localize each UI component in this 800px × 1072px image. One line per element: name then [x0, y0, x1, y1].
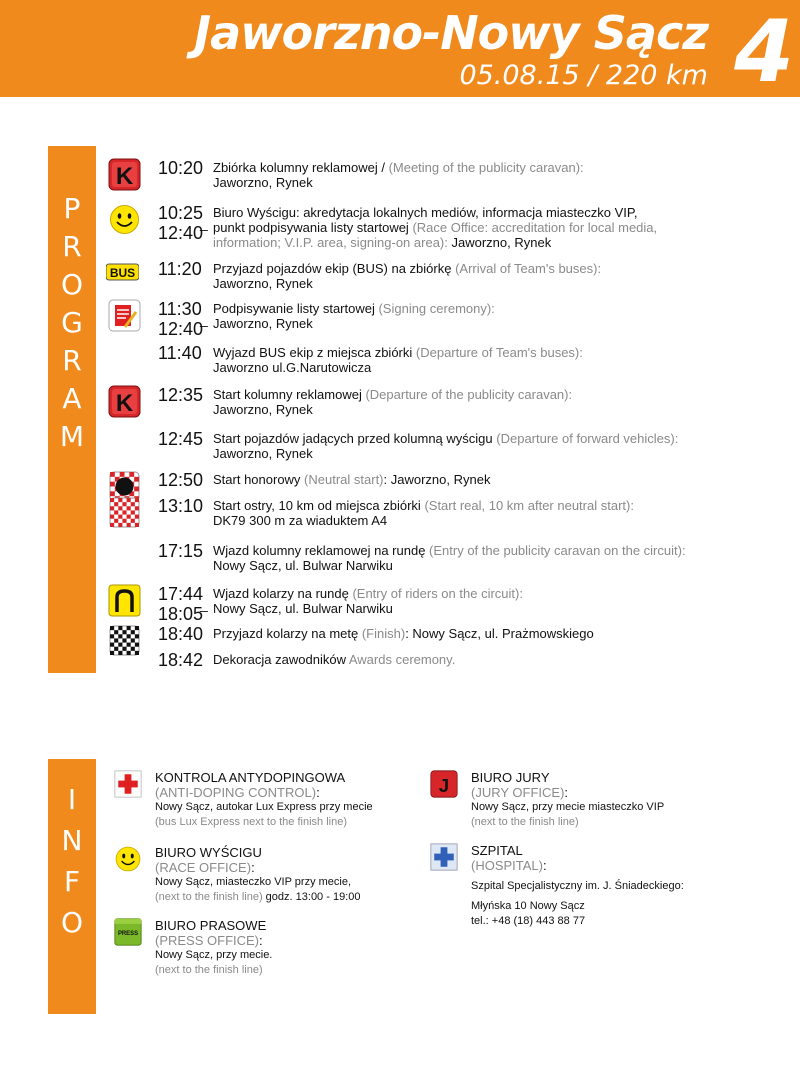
program-row-icon-wrap	[108, 203, 141, 236]
time-end: 12:40	[158, 319, 204, 339]
time-start: 12:35	[158, 385, 204, 405]
svg-text:BUS: BUS	[109, 266, 136, 280]
info-body	[155, 948, 415, 978]
info-icon-wrap	[430, 770, 458, 798]
program-description	[213, 205, 798, 250]
program-description	[213, 387, 798, 417]
time-end: 12:40	[158, 223, 204, 243]
description-line	[213, 431, 798, 446]
real-start-checkered-icon	[108, 496, 141, 529]
program-time	[158, 584, 203, 624]
info-line-hours: Młyńska 10 Nowy Sącz	[471, 900, 585, 912]
info-icon-wrap	[114, 918, 142, 946]
program-time	[158, 496, 203, 516]
info-letter: F	[63, 865, 81, 898]
svg-text:K: K	[115, 390, 134, 417]
info-title-english	[471, 858, 731, 873]
info-title-english-text: (ANTI-DOPING CONTROL)	[155, 785, 317, 800]
time-start: 11:30	[158, 299, 202, 319]
description-polish: Przyjazd pojazdów ekip (BUS) na zbiórkę	[213, 261, 456, 276]
description-line	[213, 446, 798, 461]
info-body	[471, 800, 731, 830]
description-line	[213, 472, 798, 487]
program-time	[158, 203, 203, 243]
description-line	[213, 387, 798, 402]
signing-ceremony-icon	[108, 299, 141, 332]
description-polish: Wyjazd BUS ekip z miejsca zbiórki	[213, 345, 416, 360]
program-time	[158, 259, 202, 279]
description-location: Jaworzno, Rynek	[447, 235, 552, 250]
time-range-dash: _	[200, 311, 208, 327]
description-polish: Wjazd kolumny reklamowej na rundę	[213, 543, 430, 558]
info-title: KONTROLA ANTYDOPINGOWA	[155, 770, 346, 785]
description-line	[213, 301, 798, 316]
info-sidebar	[48, 759, 96, 1014]
info-line: Nowy Sącz, autokar Lux Express przy mecie	[155, 801, 373, 813]
info-title-colon: :	[251, 860, 255, 875]
description-polish: Start honorowy	[213, 472, 305, 487]
program-sidebar	[48, 146, 96, 673]
description-polish: Podpisywanie listy startowej	[213, 301, 379, 316]
program-letter: O	[60, 268, 84, 301]
program-description	[213, 345, 798, 375]
info-title-colon: :	[564, 785, 569, 800]
race-office-smiley-icon	[108, 203, 141, 236]
info-title-english-text: (HOSPITAL)	[471, 858, 543, 873]
info-icon-wrap	[430, 843, 458, 871]
info-line: Szpital Specjalistyczny im. J. Śniadeckiego:	[471, 880, 684, 892]
program-time	[158, 541, 203, 561]
description-line	[213, 276, 798, 291]
description-location: Jaworzno, Rynek	[213, 175, 313, 190]
info-title-english	[471, 785, 731, 800]
description-location: Jaworzno, Rynek	[213, 402, 313, 417]
info-title-english-text: (JURY OFFICE)	[471, 785, 565, 800]
info-title-colon: :	[259, 933, 263, 948]
info-title-english	[155, 785, 415, 800]
description-line	[213, 360, 798, 375]
program-description	[213, 301, 798, 331]
info-title-colon: :	[316, 785, 320, 800]
program-letter: G	[61, 306, 83, 339]
info-line	[155, 890, 415, 905]
program-description	[213, 586, 798, 616]
description-line	[213, 220, 798, 235]
description-polish: Start ostry, 10 km od miejsca zbiórki	[213, 498, 425, 513]
info-letter: N	[61, 824, 83, 857]
info-line: Nowy Sącz, miasteczko VIP przy mecie,	[155, 876, 352, 888]
svg-text:PRESS: PRESS	[117, 930, 139, 937]
info-text	[471, 770, 731, 830]
description-polish: Zbiórka kolumny reklamowej /	[213, 160, 389, 175]
program-time	[158, 429, 203, 449]
info-title-english	[155, 860, 415, 875]
info-text	[155, 845, 415, 905]
press-office-icon	[114, 918, 142, 946]
time-start: 11:20	[158, 259, 202, 279]
info-line-hours: godz. 13:00 - 19:00	[262, 891, 361, 903]
description-line	[213, 345, 798, 360]
info-text	[155, 770, 415, 830]
info-line-english: (bus Lux Express next to the finish line)	[155, 816, 347, 828]
info-line-english: (next to the finish line)	[471, 816, 579, 828]
info-title-english-text: (PRESS OFFICE)	[155, 933, 260, 948]
description-line	[213, 586, 798, 601]
info-line-english: (next to the finish line)	[155, 891, 263, 903]
program-description	[213, 652, 798, 667]
program-letter: M	[59, 420, 85, 453]
stage-title: Jaworzno-Nowy Sącz	[194, 6, 708, 60]
description-location: punkt podpisywania listy startowej	[213, 220, 409, 235]
info-letter: I	[67, 783, 77, 816]
program-description	[213, 261, 798, 291]
time-start: 12:45	[158, 429, 204, 449]
program-description	[213, 160, 798, 190]
description-location: Nowy Sącz, ul. Bulwar Narwiku	[213, 601, 393, 616]
hospital-cross-icon	[430, 843, 458, 871]
stage-number: 4	[734, 2, 794, 102]
anti-doping-cross-icon	[114, 770, 142, 798]
program-row-icon-wrap	[106, 255, 143, 288]
svg-text:K: K	[115, 163, 134, 190]
info-title: BIURO PRASOWE	[155, 918, 267, 933]
description-polish: Przyjazd kolarzy na metę	[213, 626, 362, 641]
description-line	[213, 261, 798, 276]
info-title: SZPITAL	[471, 843, 523, 858]
program-time	[158, 343, 202, 363]
description-english: (Departure of Team's buses):	[415, 345, 583, 360]
info-title-english	[155, 933, 415, 948]
description-location: Jaworzno, Rynek	[213, 446, 313, 461]
program-time	[158, 624, 203, 644]
info-line	[155, 815, 415, 830]
description-line	[213, 513, 798, 528]
program-description	[213, 543, 798, 573]
svg-text:J: J	[438, 775, 450, 797]
description-english: (Arrival of Team's buses):	[455, 261, 602, 276]
bus-icon	[106, 255, 139, 288]
description-english: (Race Office: accreditation for local media,	[408, 220, 658, 235]
info-line-english: (next to the finish line)	[155, 964, 263, 976]
circuit-entry-icon	[108, 584, 141, 617]
info-body	[471, 879, 731, 929]
info-title-english-text: (RACE OFFICE)	[155, 860, 252, 875]
info-line: Nowy Sącz, przy mecie.	[155, 949, 273, 961]
info-line	[155, 963, 415, 978]
program-row-icon-wrap	[108, 299, 141, 332]
info-letter: O	[60, 906, 84, 939]
description-polish: Wjazd kolarzy na rundę	[213, 586, 353, 601]
time-range-dash: _	[200, 215, 208, 231]
program-letter: R	[62, 230, 82, 263]
program-description	[213, 472, 798, 487]
description-location: Jaworzno, Rynek	[213, 276, 313, 291]
program-time	[158, 650, 203, 670]
program-time	[158, 299, 203, 339]
time-start: 18:40	[158, 624, 204, 644]
info-body	[155, 800, 415, 830]
description-line	[213, 175, 798, 190]
description-line	[213, 402, 798, 417]
description-line	[213, 205, 798, 220]
info-title: BIURO JURY	[471, 770, 550, 785]
program-description	[213, 498, 798, 528]
stage-date-distance: 05.08.15 / 220 km	[459, 60, 708, 91]
description-line	[213, 316, 798, 331]
finish-flag-icon	[108, 624, 141, 657]
description-english: (Departure of the publicity caravan):	[365, 387, 573, 402]
time-start: 13:10	[158, 496, 204, 516]
program-row-icon-wrap	[108, 624, 141, 657]
time-start: 10:25	[158, 203, 204, 223]
description-line	[213, 235, 798, 250]
program-letter: P	[63, 192, 81, 225]
description-location: Jaworzno ul.G.Narutowicza	[213, 360, 372, 375]
info-text	[471, 843, 731, 929]
description-location: : Jaworzno, Rynek	[383, 472, 491, 487]
time-start: 12:50	[158, 470, 204, 490]
description-english: (Entry of the publicity caravan on the circuit):	[429, 543, 686, 558]
description-polish: Biuro Wyścigu: akredytacja lokalnych mediów, informacja miasteczko VIP,	[213, 205, 638, 220]
description-english: Awards ceremony.	[348, 652, 456, 667]
jury-office-icon	[430, 770, 458, 798]
description-line	[213, 558, 798, 573]
description-location: DK79 300 m za wiaduktem A4	[213, 513, 388, 528]
program-time	[158, 158, 203, 178]
info-line: Nowy Sącz, przy mecie miasteczko VIP	[471, 801, 665, 813]
time-start: 17:44	[158, 584, 204, 604]
description-english: (Finish)	[361, 626, 406, 641]
description-polish: Start kolumny reklamowej	[213, 387, 366, 402]
description-english: (Meeting of the publicity caravan):	[388, 160, 584, 175]
info-line	[471, 815, 731, 830]
description-english: (Signing ceremony):	[378, 301, 495, 316]
program-letter: R	[62, 344, 82, 377]
description-line	[213, 626, 798, 641]
info-body	[155, 875, 415, 905]
time-start: 18:42	[158, 650, 204, 670]
info-icon-wrap	[114, 770, 142, 798]
time-end: 18:05	[158, 604, 204, 624]
info-text	[155, 918, 415, 978]
description-polish: Dekoracja zawodników	[213, 652, 349, 667]
publicity-caravan-icon	[108, 385, 141, 418]
description-line	[213, 543, 798, 558]
program-time	[158, 385, 203, 405]
program-row-icon-wrap	[108, 158, 141, 191]
description-line	[213, 601, 798, 616]
info-line	[471, 899, 731, 914]
description-english: information; V.I.P. area, signing-on area):	[213, 235, 448, 250]
description-line	[213, 160, 798, 175]
description-english: (Neutral start)	[304, 472, 384, 487]
program-description	[213, 626, 798, 641]
program-time	[158, 470, 203, 490]
program-letter: A	[62, 382, 82, 415]
description-location: Nowy Sącz, ul. Bulwar Narwiku	[213, 558, 393, 573]
time-start: 10:20	[158, 158, 204, 178]
info-title-colon: :	[543, 858, 547, 873]
time-range-dash: _	[200, 596, 208, 612]
program-row-icon-wrap	[108, 496, 141, 529]
program-row-icon-wrap	[108, 385, 141, 418]
info-title: BIURO WYŚCIGU	[155, 845, 262, 860]
description-english: (Entry of riders on the circuit):	[352, 586, 523, 601]
description-polish: Start pojazdów jadących przed kolumną wyścigu	[213, 431, 497, 446]
race-office-smiley-icon	[114, 845, 142, 873]
info-line: tel.: +48 (18) 443 88 77	[471, 915, 586, 927]
description-location: Jaworzno, Rynek	[213, 316, 313, 331]
description-location: : Nowy Sącz, ul. Prażmowskiego	[405, 626, 594, 641]
publicity-caravan-icon	[108, 158, 141, 191]
time-start: 17:15	[158, 541, 204, 561]
time-start: 11:40	[158, 343, 202, 363]
description-line	[213, 652, 798, 667]
description-english: (Start real, 10 km after neutral start):	[424, 498, 634, 513]
info-icon-wrap	[114, 845, 142, 873]
program-row-icon-wrap	[108, 584, 141, 617]
header-banner	[0, 0, 800, 102]
description-line	[213, 498, 798, 513]
program-description	[213, 431, 798, 461]
description-english: (Departure of forward vehicles):	[496, 431, 679, 446]
